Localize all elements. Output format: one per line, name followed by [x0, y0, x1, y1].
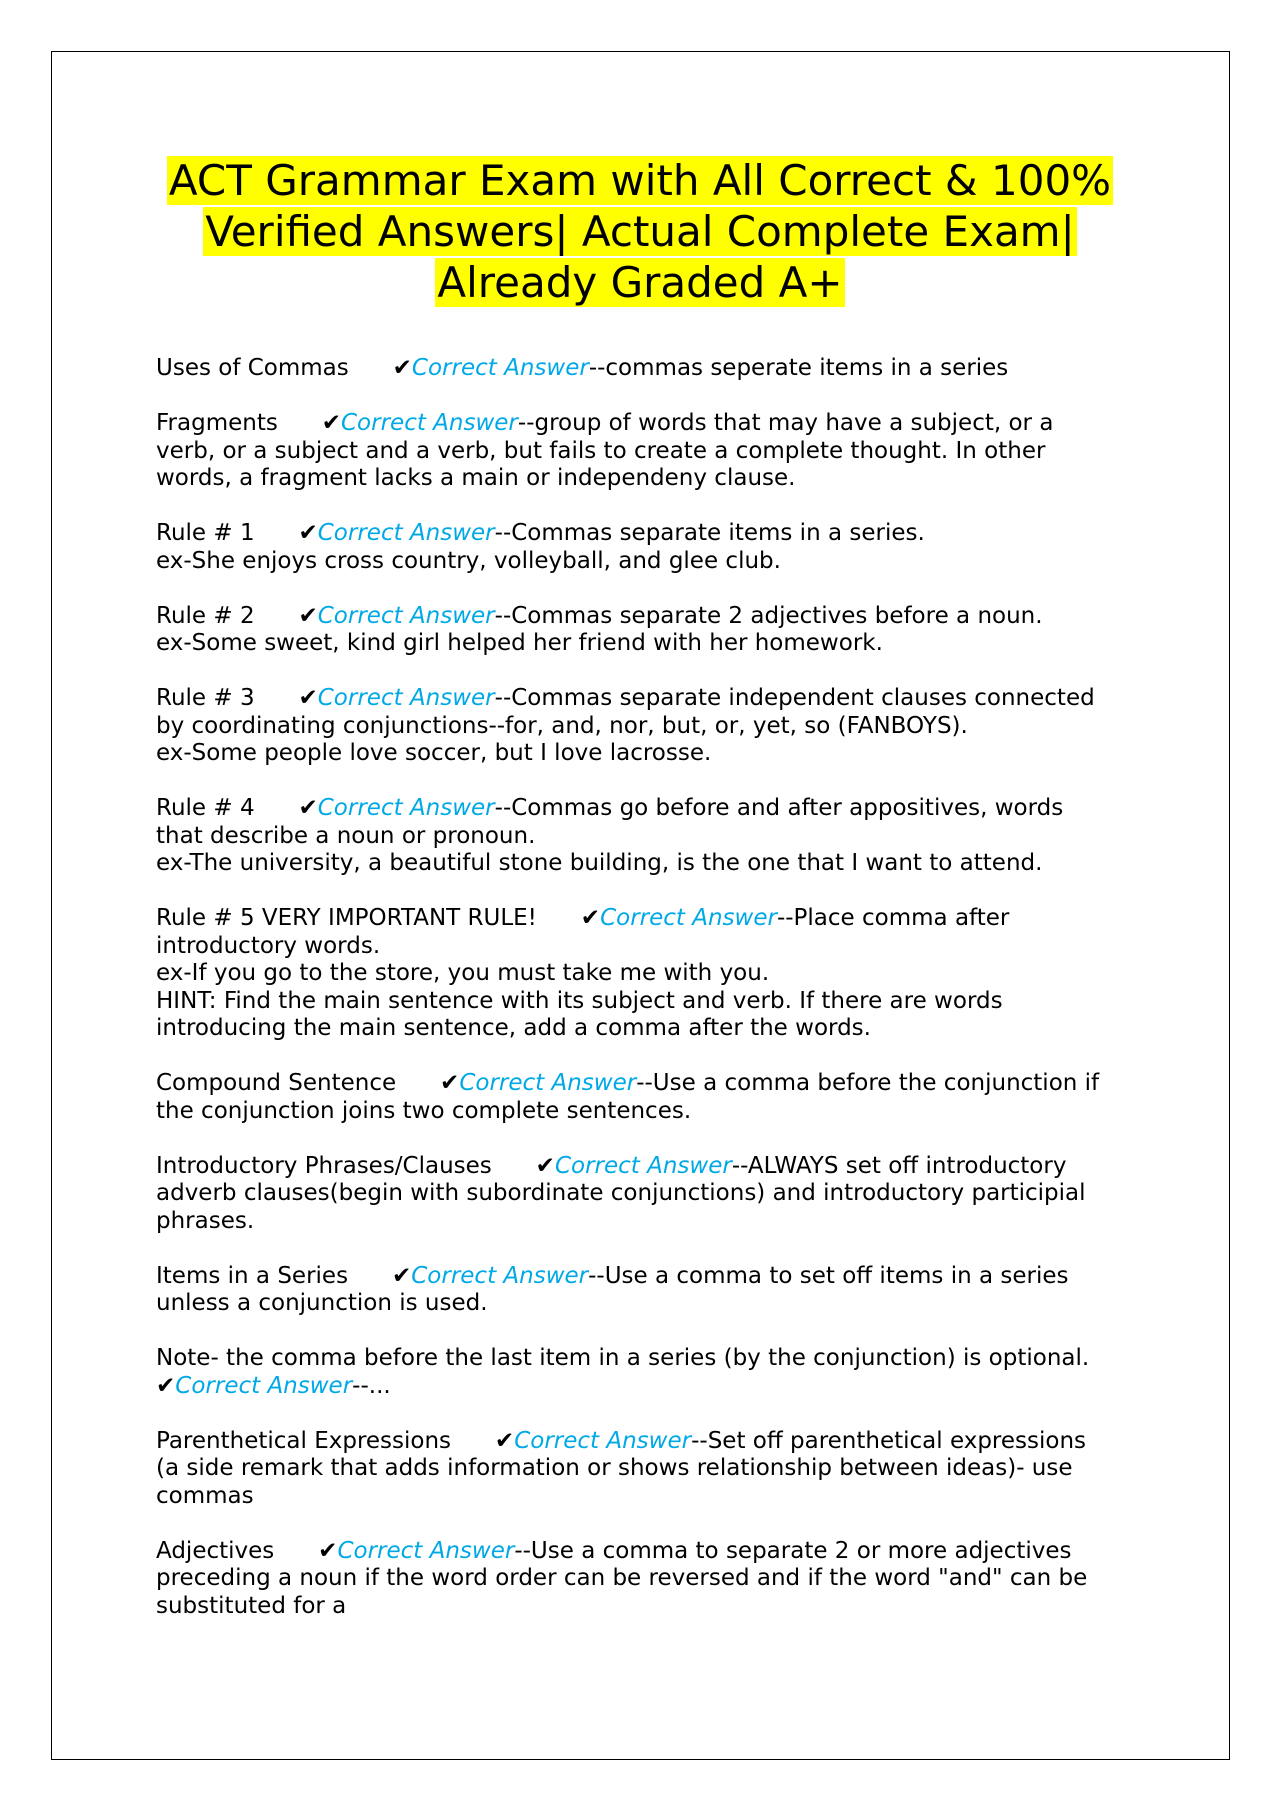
correct-answer-label: Correct Answer	[411, 1262, 589, 1289]
answer-text: --commas seperate items in a series	[588, 355, 1009, 381]
question-term: Introductory Phrases/Clauses	[156, 1152, 492, 1179]
qa-list	[156, 355, 1136, 1648]
qa-entry	[156, 905, 1136, 1043]
answer-text: --group of words that may have a subject, or a	[517, 410, 1054, 436]
correct-answer-label: Correct Answer	[175, 1372, 353, 1399]
checkmark-icon: ✔	[298, 520, 318, 546]
qa-first-line	[156, 1428, 1136, 1456]
qa-first-line	[156, 1345, 1136, 1373]
question-term: Rule # 5 VERY IMPORTANT RULE!	[156, 905, 537, 931]
qa-entry	[156, 355, 1136, 383]
qa-answer-line	[156, 1373, 1136, 1401]
checkmark-icon: ✔	[392, 355, 412, 381]
question-term: Items in a Series	[156, 1262, 349, 1289]
answer-text: ex-Some sweet, kind girl helped her friend with her homework.	[156, 630, 883, 656]
question-term: Parenthetical Expressions	[156, 1427, 452, 1454]
qa-entry	[156, 1345, 1136, 1400]
qa-first-line	[156, 685, 1136, 713]
title-line-1: ACT Grammar Exam with All Correct & 100%	[168, 156, 1112, 205]
checkmark-icon: ✔	[580, 905, 601, 931]
correct-answer-label: Correct Answer	[317, 602, 495, 629]
qa-entry	[156, 520, 1136, 575]
answer-text: words, a fragment lacks a main or independeny clause.	[156, 465, 796, 491]
answer-text: --Place comma after	[776, 905, 1010, 931]
answer-text: by coordinating conjunctions--for, and, nor, but, or, yet, so (FANBOYS).	[156, 712, 968, 739]
answer-text: --Use a comma to set off items in a series	[588, 1262, 1069, 1289]
question-term: Rule # 1	[156, 520, 255, 546]
qa-entry	[156, 410, 1136, 493]
qa-entry	[156, 603, 1136, 658]
answer-text: ex-If you go to the store, you must take me with you.	[156, 960, 770, 986]
answer-text: --...	[352, 1372, 391, 1399]
correct-answer-label: Correct Answer	[317, 795, 495, 821]
checkmark-icon: ✔	[298, 602, 318, 629]
qa-first-line	[156, 795, 1136, 823]
question-term: Fragments	[156, 410, 278, 436]
answer-text: commas	[156, 1482, 254, 1509]
qa-entry	[156, 685, 1136, 768]
qa-entry	[156, 1428, 1136, 1511]
qa-entry	[156, 1070, 1136, 1125]
qa-first-line	[156, 905, 1136, 933]
checkmark-icon: ✔	[535, 1152, 555, 1179]
correct-answer-label: Correct Answer	[554, 1152, 732, 1179]
answer-text: --Use a comma before the conjunction if	[636, 1070, 1100, 1096]
answer-text: phrases.	[156, 1207, 255, 1234]
answer-text: the conjunction joins two complete sentences.	[156, 1097, 692, 1124]
correct-answer-label: Correct Answer	[459, 1070, 637, 1096]
checkmark-icon: ✔	[440, 1070, 460, 1096]
answer-text: ex-Some people love soccer, but I love lacrosse.	[156, 740, 712, 766]
question-term: Rule # 2	[156, 602, 255, 629]
title-line-3: Already Graded A+	[437, 258, 843, 307]
answer-text: HINT: Find the main sentence with its subject and verb. If there are words	[156, 987, 1003, 1014]
answer-text: introducing the main sentence, add a comma after the words.	[156, 1015, 871, 1041]
answer-text: --ALWAYS set off introductory	[731, 1152, 1067, 1179]
question-term: Compound Sentence	[156, 1070, 397, 1096]
qa-entry	[156, 795, 1136, 878]
answer-text: --Commas separate independent clauses connected	[494, 685, 1095, 711]
correct-answer-label: Correct Answer	[317, 685, 495, 711]
answer-text: that describe a noun or pronoun.	[156, 822, 536, 849]
answer-text: substituted for a	[156, 1592, 347, 1619]
answer-text: ex-The university, a beautiful stone building, is the one that I want to attend.	[156, 850, 1043, 876]
correct-answer-label: Correct Answer	[411, 355, 589, 381]
qa-first-line	[156, 1153, 1136, 1181]
answer-text: preceding a noun if the word order can be reversed and if the word "and" can be	[156, 1565, 1088, 1591]
qa-first-line	[156, 1538, 1136, 1566]
correct-answer-label: Correct Answer	[337, 1537, 515, 1564]
answer-text: --Set off parenthetical expressions	[691, 1427, 1087, 1454]
checkmark-icon: ✔	[494, 1427, 515, 1454]
correct-answer-label: Correct Answer	[600, 905, 777, 931]
question-term: Note- the comma before the last item in a series (by the conjunction) is optional.	[156, 1345, 1090, 1371]
answer-text: --Commas separate items in a series.	[494, 520, 925, 546]
checkmark-icon: ✔	[298, 685, 318, 711]
answer-text: introductory words.	[156, 932, 381, 959]
qa-first-line	[156, 520, 1136, 548]
answer-text: ex-She enjoys cross country, volleyball, and glee club.	[156, 547, 781, 574]
qa-entry	[156, 1153, 1136, 1236]
qa-first-line	[156, 355, 1136, 383]
correct-answer-label: Correct Answer	[317, 520, 495, 546]
answer-text: --Commas go before and after appositives, words	[494, 795, 1064, 821]
answer-text: --Commas separate 2 adjectives before a noun.	[494, 602, 1043, 629]
qa-first-line	[156, 1263, 1136, 1291]
checkmark-icon: ✔	[391, 1262, 412, 1289]
qa-entry	[156, 1538, 1136, 1621]
answer-text: verb, or a subject and a verb, but fails to create a complete thought. In other	[156, 437, 1046, 464]
question-term: Adjectives	[156, 1537, 275, 1564]
checkmark-icon: ✔	[318, 1537, 338, 1564]
answer-text: adverb clauses(begin with subordinate conjunctions) and introductory participial	[156, 1180, 1086, 1206]
question-term: Uses of Commas	[156, 355, 349, 381]
question-term: Rule # 4	[156, 795, 255, 821]
checkmark-icon: ✔	[298, 795, 318, 821]
correct-answer-label: Correct Answer	[514, 1427, 692, 1454]
qa-first-line	[156, 1070, 1136, 1098]
checkmark-icon: ✔	[156, 1372, 176, 1399]
correct-answer-label: Correct Answer	[341, 410, 518, 436]
qa-first-line	[156, 603, 1136, 631]
qa-first-line	[156, 410, 1136, 438]
checkmark-icon: ✔	[321, 410, 341, 436]
question-term: Rule # 3	[156, 685, 255, 711]
answer-text: unless a conjunction is used.	[156, 1290, 488, 1316]
answer-text: (a side remark that adds information or shows relationship between ideas)- use	[156, 1455, 1073, 1481]
document-title	[150, 155, 1130, 308]
answer-text: --Use a comma to separate 2 or more adjectives	[514, 1537, 1072, 1564]
qa-entry	[156, 1263, 1136, 1318]
title-line-2: Verified Answers| Actual Complete Exam|	[205, 207, 1075, 256]
